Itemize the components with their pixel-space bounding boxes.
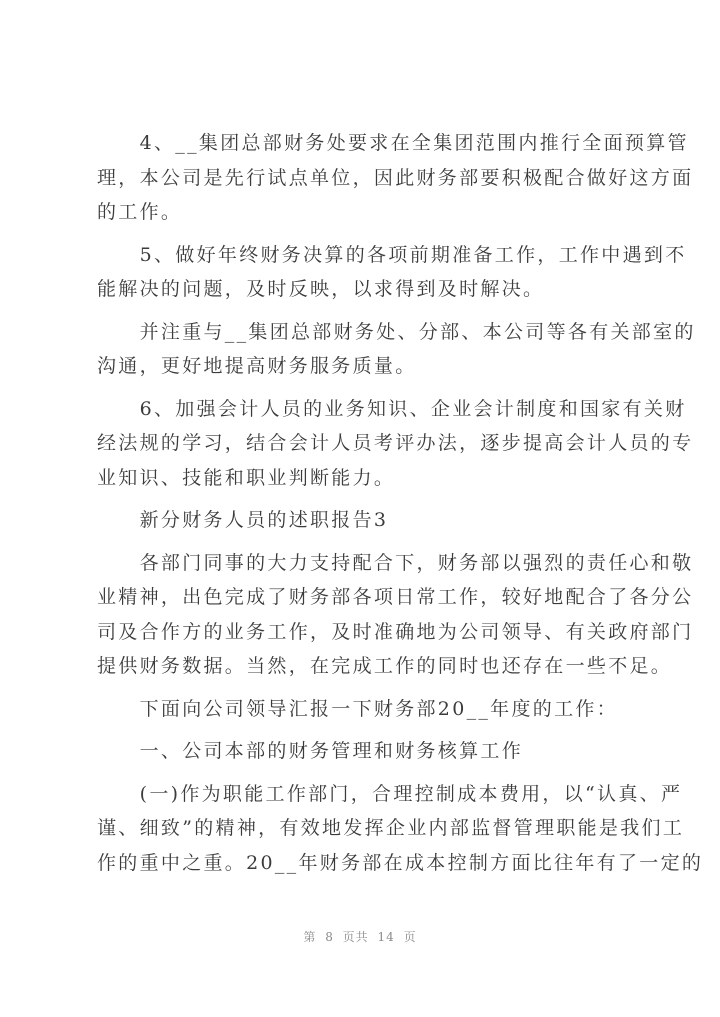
text-line: (一)作为职能工作部门，合理控制成本费用，以“认真、严 [97, 782, 683, 805]
text-line: 的工作。 [97, 201, 183, 223]
section-heading: 新分财务人员的述职报告3 [97, 509, 389, 531]
text-line: 提供财务数据。当然，在完成工作的同时也还存在一些不足。 [97, 655, 673, 677]
text-line: 并注重与__集团总部财务处、分部、本公司等各有关部室的 [97, 320, 696, 343]
text-line: 6、加强会计人员的业务知识、企业会计制度和国家有关财 [97, 397, 687, 420]
text-line: 5、做好年终财务决算的各项前期准备工作，工作中遇到不 [97, 243, 687, 266]
text-line: 一、公司本部的财务管理和财务核算工作 [97, 740, 524, 762]
document-body [97, 126, 704, 880]
text-line: 能解决的问题，及时反映，以求得到及时解决。 [97, 278, 545, 300]
text-line: 司及合作方的业务工作，及时准确地为公司领导、有关政府部门 [97, 620, 694, 643]
text-line: 业精神，出色完成了财务部各项日常工作，较好地配合了各分公 [97, 586, 694, 608]
text-line: 各部门同事的大力支持配合下，财务部以强烈的责任心和敬 [97, 551, 694, 574]
text-line: 理，本公司是先行试点单位，因此财务部要积极配合做好这方面 [97, 166, 694, 189]
footer-suffix: 页 [403, 930, 417, 944]
text-line: 谨、细致”的精神，有效地发挥企业内部监督管理职能是我们工 [97, 817, 685, 839]
text-line: 经法规的学习，结合会计人员考评办法，逐步提高会计人员的专 [97, 432, 694, 454]
text-line: 4、__集团总部财务处要求在全集团范围内推行全面预算管 [97, 132, 689, 154]
footer-page-number: 8 [325, 930, 334, 944]
footer-middle: 页共 [342, 930, 369, 944]
text-line: 下面向公司领导汇报一下财务部20__年度的工作： [97, 697, 618, 720]
text-line: 业知识、技能和职业判断能力。 [97, 466, 396, 489]
footer-prefix: 第 [303, 930, 317, 944]
page-footer [0, 928, 720, 945]
footer-total-pages: 14 [377, 930, 395, 944]
text-line: 沟通，更好地提高财务服务质量。 [97, 355, 417, 377]
text-line: 作的重中之重。20__年财务部在成本控制方面比往年有了一定的 [97, 851, 704, 874]
